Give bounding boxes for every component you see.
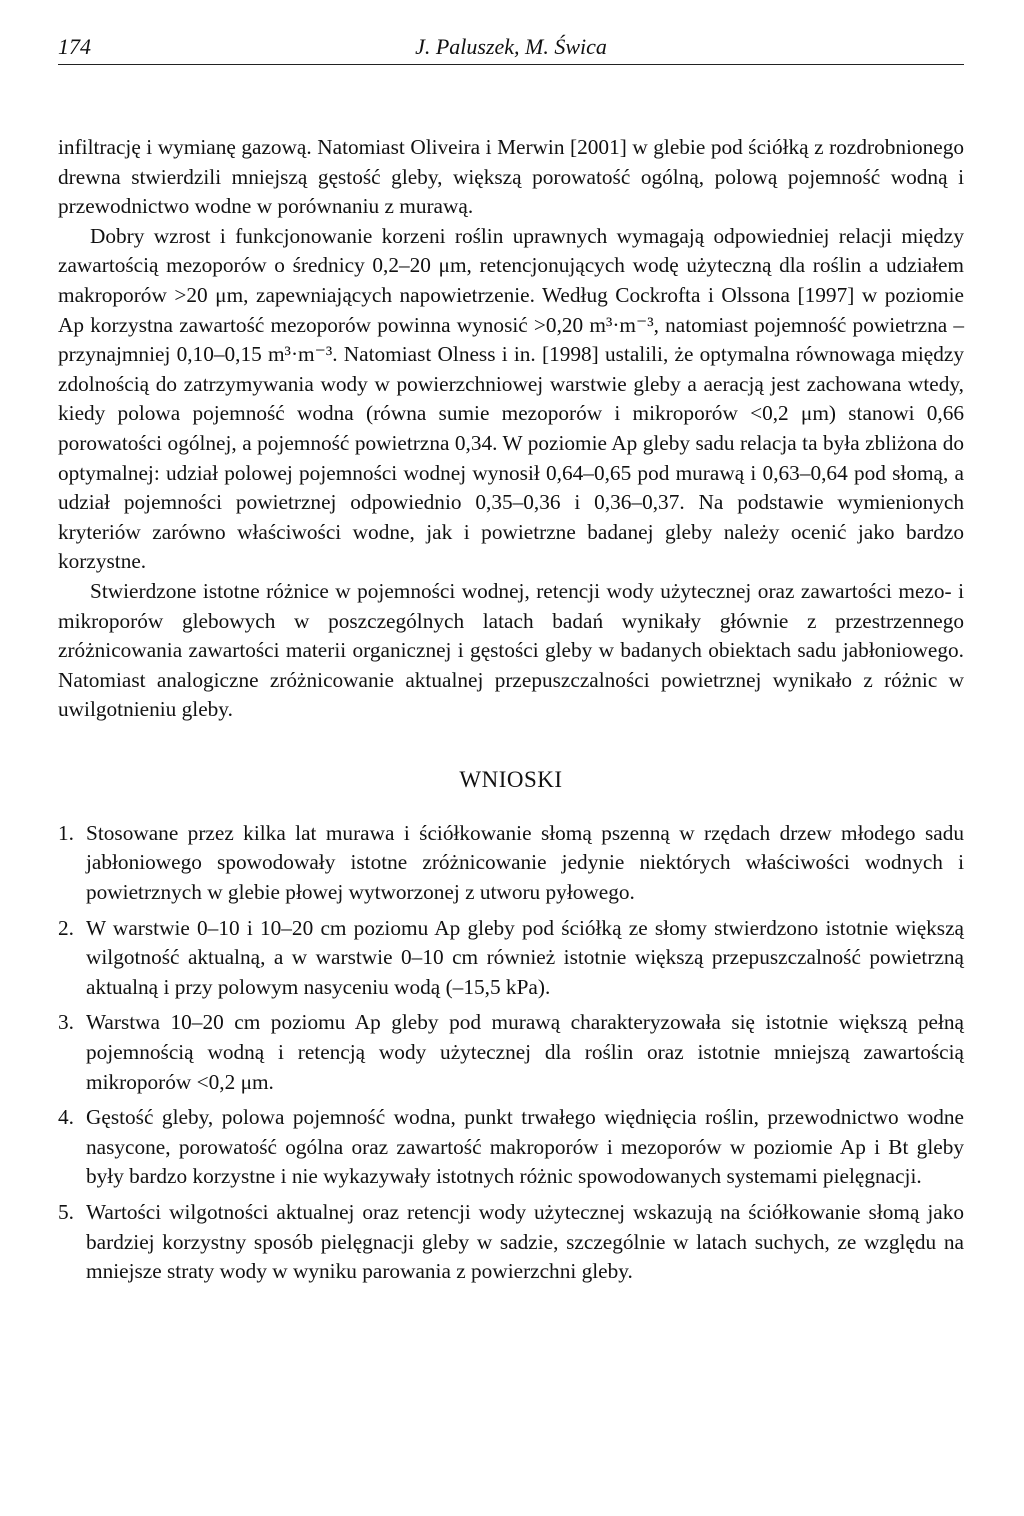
- paragraph: Stwierdzone istotne różnice w pojemności wodnej, retencji wody użytecznej oraz zawartości mezo- i mikroporów glebowych w poszczególnych latach badań wynikały głównie z przestrzennego zróżnicowania zawartości materii organicznej i gęstości gleby w badanych obiektach sadu jabłoniowego. Natomiast analogiczne zróżnicowanie aktualnej przepuszczalności powietrznej wynikało z różnic w uwilgotnieniu gleby.: [58, 578, 964, 722]
- paragraph: Dobry wzrost i funkcjonowanie korzeni roślin uprawnych wymagają odpowiedniej relacji między zawartością mezoporów o średnicy 0,2–20 μm, retencjonujących wodę użyteczną dla roślin a udziałem makroporów >20 μm, zapewniających napowietrzenie. Według Cockrofta i Olssona [1997] w poziomie Ap korzystna zawartość mezoporów powinna wynosić >0,20 m³·m⁻³, natomiast pojemność powietrzna – przynajmniej 0,10–0,15 m³·m⁻³. Natomiast Olness i in. [1998] ustalili, że optymalna równowaga między zdolnością do zatrzymywania wody w powierzchniowej warstwie gleby a aeracją jest zachowana wtedy, kiedy polowa pojemność wodna (równa sumie mezoporów i mikroporów <0,2 μm) stanowi 0,66 porowatości ogólnej, a pojemność powietrzna 0,34. W poziomie Ap gleby sadu relacja ta była zbliżona do optymalnej: udział polowej pojemności wodnej wynosił 0,64–0,65 pod murawą i 0,63–0,64 pod słomą, a udział pojemności powietrznej odpowiednio 0,35–0,36 i 0,36–0,37. Na podstawie wymienionych kryteriów zarówno właściwości wodne, jak i powietrzne badanej gleby należy ocenić jako bardzo korzystne.: [58, 223, 964, 574]
- conclusion-number: 2.: [58, 915, 74, 940]
- conclusion-item: [58, 1103, 964, 1192]
- conclusion-item: [58, 1008, 964, 1097]
- conclusions-list: [58, 819, 964, 1287]
- running-header: [58, 30, 964, 65]
- page: [58, 30, 964, 1293]
- conclusion-item: [58, 914, 964, 1003]
- section-heading-conclusions: WNIOSKI: [459, 766, 563, 792]
- conclusion-item: [58, 819, 964, 908]
- paragraph-continuation: infiltrację i wymianę gazową. Natomiast Oliveira i Merwin [2001] w glebie pod ściółką z rozdrobnionego drewna stwierdzili mniejszą gęstość gleby, większą porowatość ogólną, polową pojemność wodną i przewodnictwo wodne w porównaniu z murawą.: [58, 135, 964, 219]
- conclusion-number: 4.: [58, 1105, 74, 1130]
- conclusion-text: Gęstość gleby, polowa pojemność wodna, punkt trwałego więdnięcia roślin, przewodnictwo wodne nasycone, porowatość ogólna oraz zawartość makroporów i mezoporów w poziomie Ap i Bt gleby były bardzo korzystne i nie wykazywały istotnych różnic spowodowanych systemami pielęgnacji.: [86, 1105, 964, 1189]
- conclusion-number: 1.: [58, 820, 74, 845]
- conclusion-text: Warstwa 10–20 cm poziomu Ap gleby pod murawą charakteryzowała się istotnie większą pełną pojemnością wodną i retencją wody użytecznej dla roślin oraz istotnie mniejszą zawartością mikroporów <0,2 μm.: [86, 1010, 964, 1094]
- conclusion-text: Wartości wilgotności aktualnej oraz retencji wody użytecznej wskazują na ściółkowanie słomą jako bardziej korzystny sposób pielęgnacji gleby w sadzie, szczególnie w latach suchych, ze względu na mniejsze straty wody w wyniku parowania z powierzchni gleby.: [86, 1200, 964, 1284]
- conclusion-number: 3.: [58, 1010, 74, 1035]
- page-number: 174: [58, 34, 91, 59]
- conclusion-text: W warstwie 0–10 i 10–20 cm poziomu Ap gleby pod ściółką ze słomy stwierdzono istotnie większą wilgotność aktualną, a w warstwie 0–10 cm również istotnie większą przepuszczalność powietrzną aktualną i przy polowym nasyceniu wodą (–15,5 kPa).: [86, 915, 964, 999]
- conclusion-item: [58, 1198, 964, 1287]
- body-text: [58, 133, 964, 725]
- conclusion-text: Stosowane przez kilka lat murawa i ściółkowanie słomą pszenną w rzędach drzew młodego sadu jabłoniowego spowodowały istotne zróżnicowanie jedynie niektórych właściwości wodnych i powietrznych w glebie płowej wytworzonej z utworu pyłowego.: [86, 820, 964, 905]
- running-title: J. Paluszek, M. Świca: [415, 34, 607, 59]
- conclusion-number: 5.: [58, 1200, 74, 1224]
